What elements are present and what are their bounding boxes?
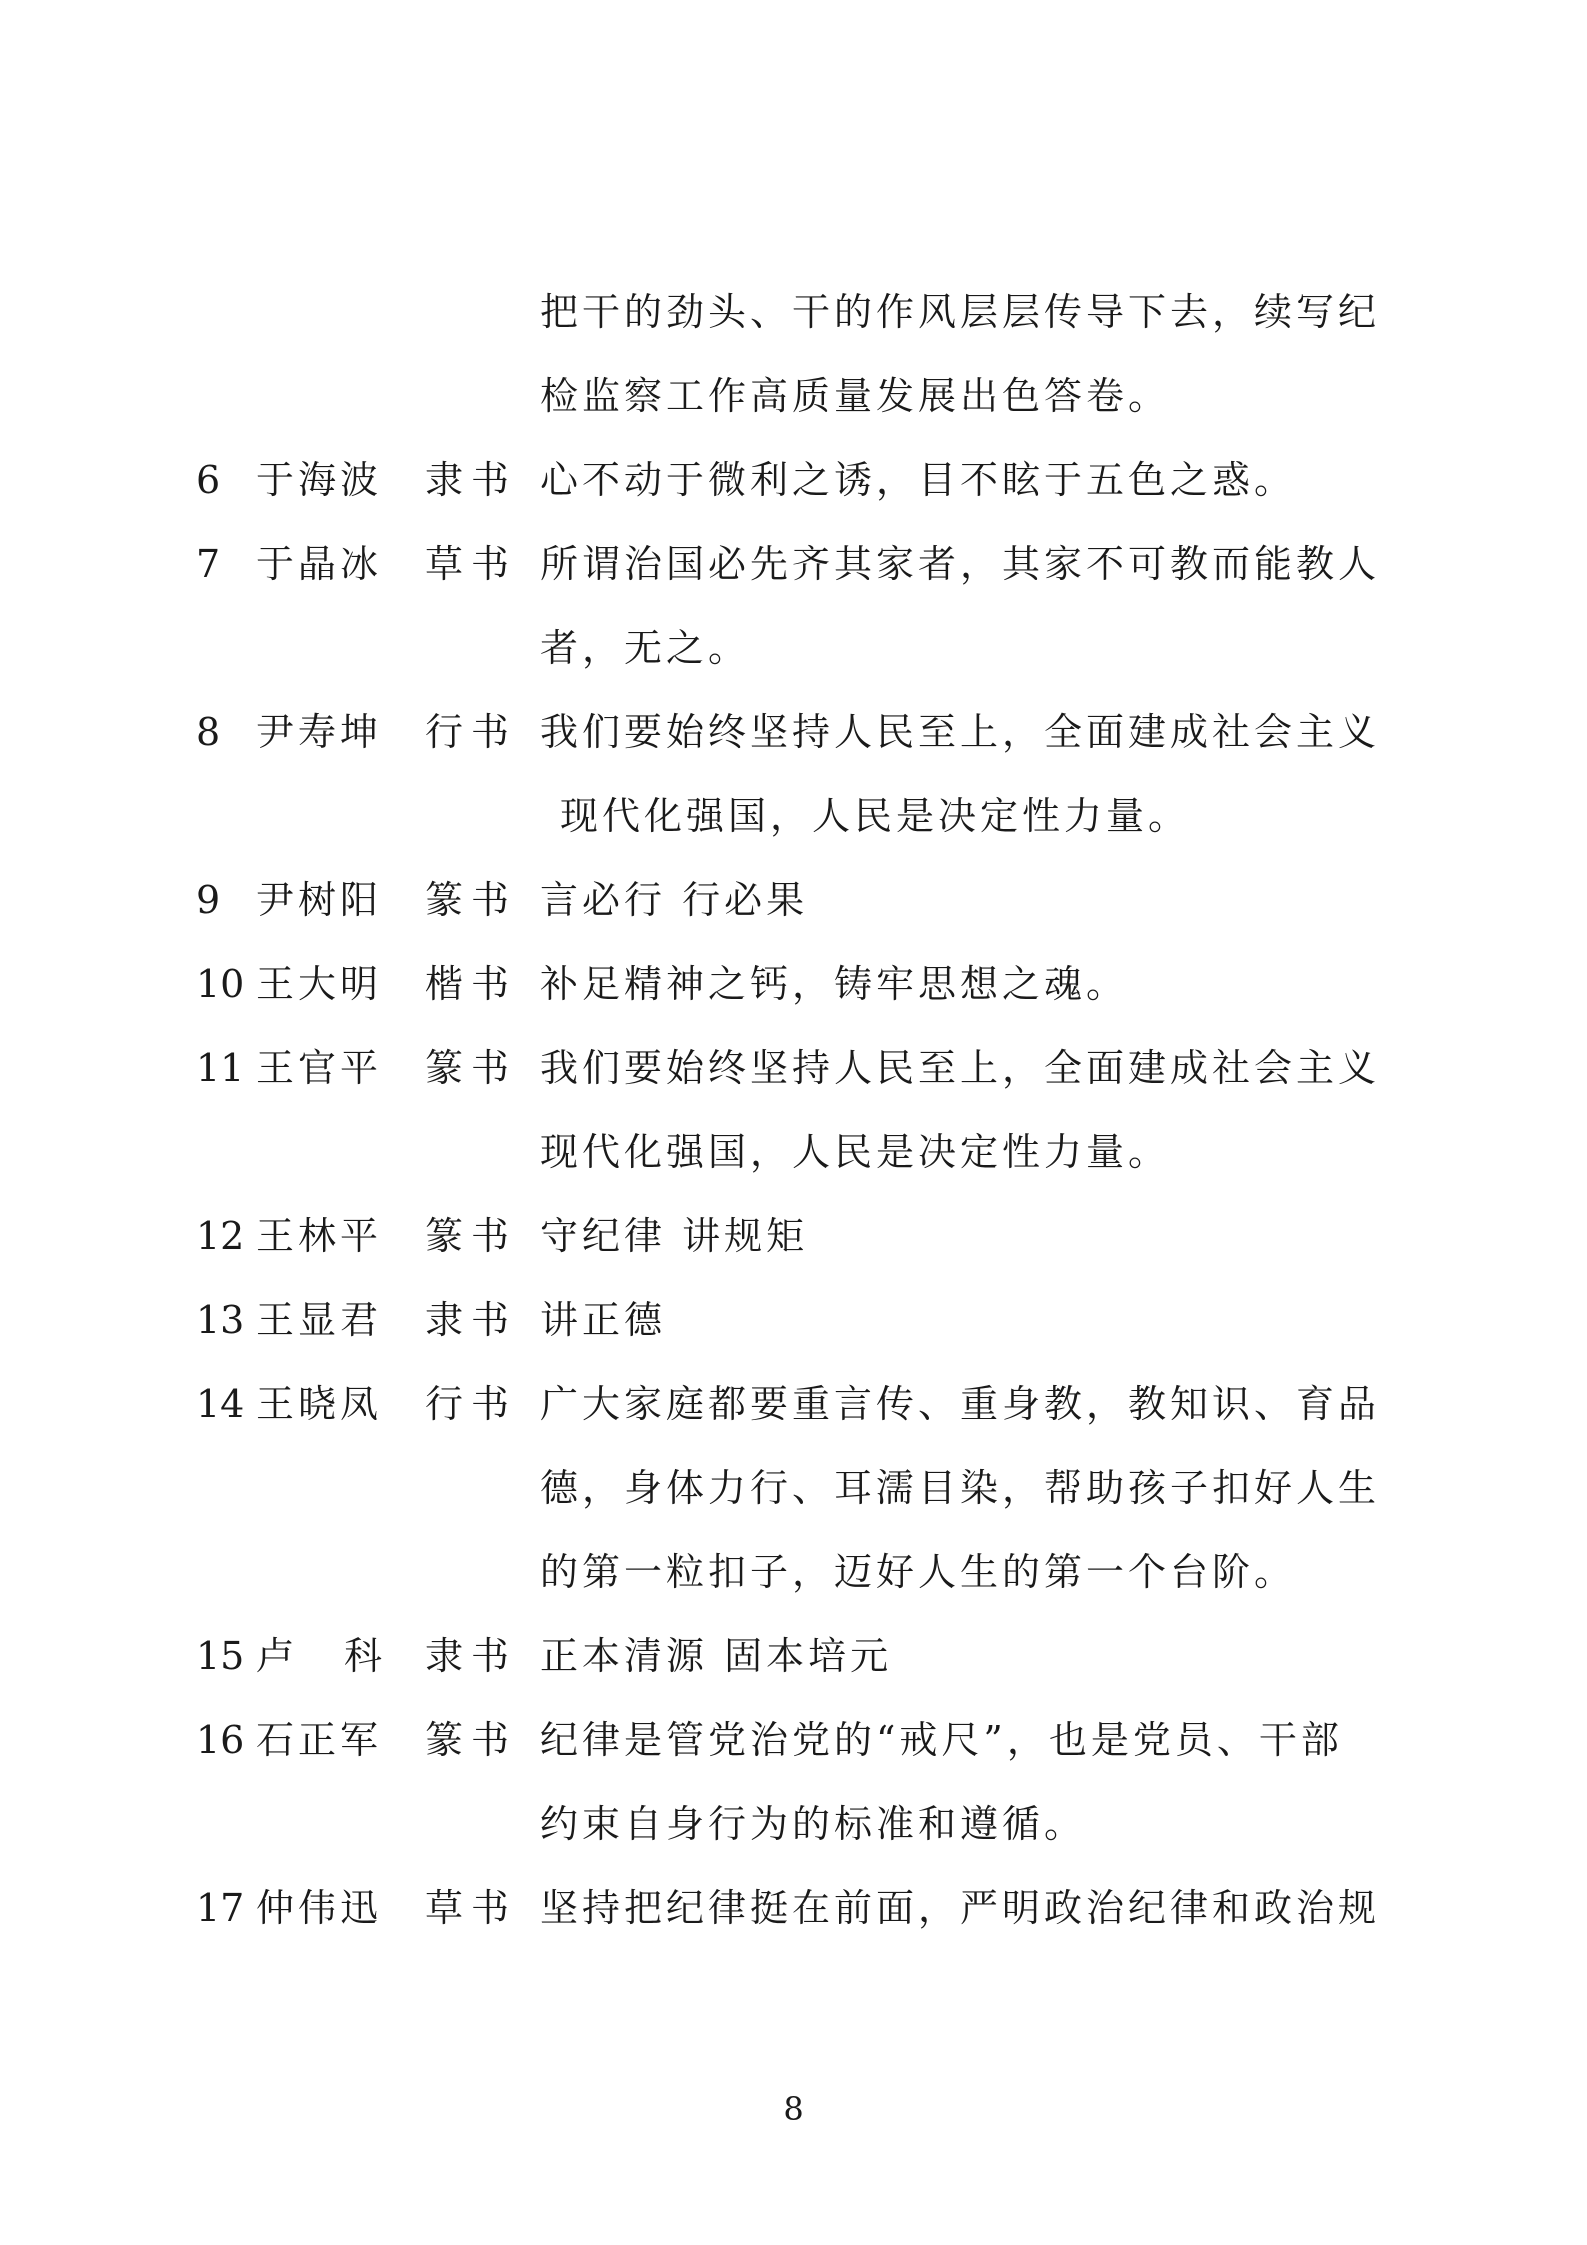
entry-text: 补足精神之钙，铸牢思想之魂。 xyxy=(540,962,1129,1006)
entry-text: 德，身体力行、耳濡目染，帮助孩子扣好人生 xyxy=(540,1466,1381,1510)
entry-text: 坚持把纪律挺在前面，严明政治纪律和政治规 xyxy=(540,1886,1381,1930)
entry-name: 仲伟迅 xyxy=(256,1886,383,1930)
entry-name: 王大明 xyxy=(256,962,383,1006)
entry-text: 我们要始终坚持人民至上，全面建成社会主义 xyxy=(540,710,1381,754)
entry-number: 13 xyxy=(196,1298,245,1342)
entry-text: 心不动于微利之诱，目不眩于五色之惑。 xyxy=(540,458,1297,502)
entry-line xyxy=(0,1530,1587,1614)
entry-number: 10 xyxy=(196,962,245,1006)
entry-line xyxy=(0,1782,1587,1866)
entry-number: 7 xyxy=(196,542,221,586)
entry-text: 我们要始终坚持人民至上，全面建成社会主义 xyxy=(540,1046,1381,1090)
entry-name: 尹树阳 xyxy=(256,878,383,922)
entry-text: 守纪律 讲规矩 xyxy=(540,1214,809,1258)
entry-text: 正本清源 固本培元 xyxy=(540,1634,893,1678)
entry-name: 尹寿坤 xyxy=(256,710,383,754)
entry-text: 的第一粒扣子，迈好人生的第一个台阶。 xyxy=(540,1550,1297,1594)
entry-text: 把干的劲头、干的作风层层传导下去，续写纪 xyxy=(540,290,1381,334)
entry-row xyxy=(0,1698,1587,1782)
entry-line xyxy=(0,1110,1587,1194)
entry-name: 王晓凤 xyxy=(256,1382,383,1426)
entry-row xyxy=(0,858,1587,942)
entry-style: 草书 xyxy=(425,542,518,586)
calligraphy-entry-list xyxy=(0,270,1587,1950)
entry-number: 16 xyxy=(196,1718,245,1762)
entry-row xyxy=(0,690,1587,774)
entry-style: 隶书 xyxy=(425,1298,518,1342)
entry-name: 于晶冰 xyxy=(256,542,383,586)
entry-name: 于海波 xyxy=(256,458,383,502)
entry-line xyxy=(0,1446,1587,1530)
entry-number: 9 xyxy=(196,878,221,922)
entry-name: 王官平 xyxy=(256,1046,383,1090)
entry-text: 纪律是管党治党的“戒尺”，也是党员、干部 xyxy=(540,1718,1343,1762)
entry-style: 行书 xyxy=(425,1382,518,1426)
entry-row xyxy=(0,1362,1587,1446)
entry-line xyxy=(0,774,1587,858)
entry-text: 者，无之。 xyxy=(540,626,751,670)
entry-text: 言必行 行必果 xyxy=(540,878,809,922)
entry-number: 11 xyxy=(196,1046,245,1090)
entry-style: 草书 xyxy=(425,1886,518,1930)
entry-number: 15 xyxy=(196,1634,245,1678)
entry-text: 约束自身行为的标准和遵循。 xyxy=(540,1802,1087,1846)
entry-number: 8 xyxy=(196,710,221,754)
entry-text: 现代化强国，人民是决定性力量。 xyxy=(540,1130,1171,1174)
entry-name: 王林平 xyxy=(256,1214,383,1258)
entry-row xyxy=(0,438,1587,522)
entry-style: 篆书 xyxy=(425,1046,518,1090)
entry-text: 所谓治国必先齐其家者，其家不可教而能教人 xyxy=(540,542,1381,586)
entry-name: 王显君 xyxy=(256,1298,383,1342)
entry-number: 14 xyxy=(196,1382,245,1426)
entry-row xyxy=(0,1026,1587,1110)
entry-row xyxy=(0,942,1587,1026)
entry-name: 石正军 xyxy=(256,1718,383,1762)
entry-row: 15 卢 科 隶书 正本清源 固本培元 xyxy=(0,1614,1587,1698)
entry-style: 篆书 xyxy=(425,1214,518,1258)
page-number: 8 xyxy=(783,2090,804,2128)
entry-line xyxy=(0,606,1587,690)
entry-style: 隶书 xyxy=(425,1634,518,1678)
entry-line xyxy=(0,354,1587,438)
entry-text: 讲正德 xyxy=(540,1298,667,1342)
entry-style: 隶书 xyxy=(425,458,518,502)
entry-row xyxy=(0,1866,1587,1950)
entry-text: 广大家庭都要重言传、重身教，教知识、育品 xyxy=(540,1382,1381,1426)
entry-row xyxy=(0,1194,1587,1278)
entry-style: 篆书 xyxy=(425,878,518,922)
entry-style: 篆书 xyxy=(425,1718,518,1762)
entry-number: 12 xyxy=(196,1214,245,1258)
entry-line xyxy=(0,270,1587,354)
entry-row xyxy=(0,1278,1587,1362)
entry-row xyxy=(0,522,1587,606)
entry-style: 行书 xyxy=(425,710,518,754)
entry-text: 检监察工作高质量发展出色答卷。 xyxy=(540,374,1171,418)
entry-number: 17 xyxy=(196,1886,245,1930)
entry-text: 现代化强国，人民是决定性力量。 xyxy=(560,794,1191,838)
entry-number: 6 xyxy=(196,458,221,502)
entry-style: 楷书 xyxy=(425,962,518,1006)
